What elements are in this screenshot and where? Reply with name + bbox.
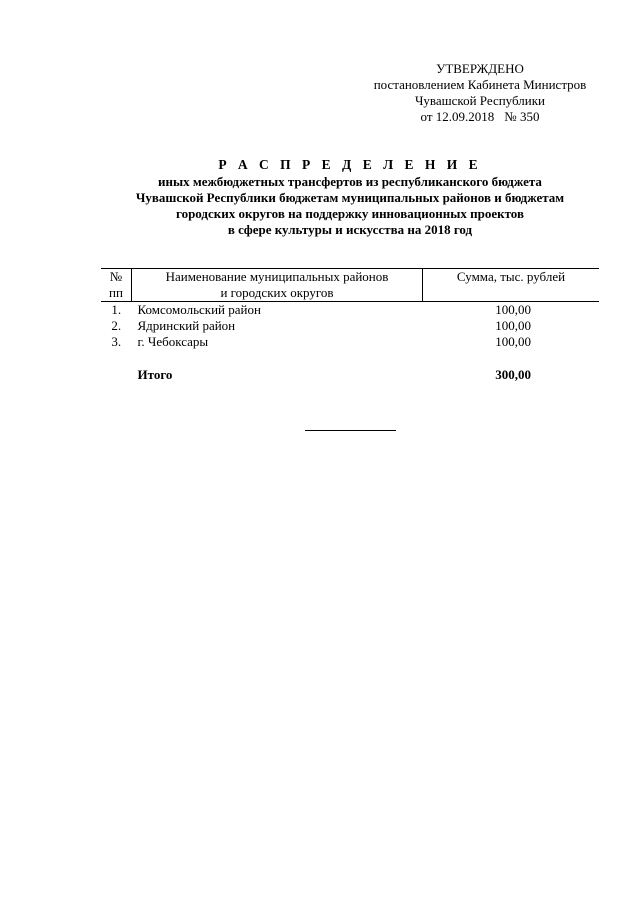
row-sum: 100,00: [495, 302, 531, 317]
title-line-3: городских округов на поддержку инновационных проектов: [176, 206, 524, 221]
header-name: [132, 269, 423, 302]
title-line-1: иных межбюджетных трансфертов из республиканского бюджета: [158, 174, 542, 189]
table-row: [101, 302, 599, 319]
table-total-row: [101, 367, 599, 383]
row-number: 1.: [111, 302, 122, 317]
table-spacer-row: [101, 350, 599, 367]
approval-number: № 350: [504, 109, 540, 124]
header-sum: Сумма, тыс. рублей: [423, 269, 600, 302]
title-line-2: Чувашской Республики бюджетам муниципальных районов и бюджетам: [135, 190, 565, 205]
table-row: [101, 334, 599, 350]
total-sum: 300,00: [495, 367, 531, 382]
total-label: Итого: [137, 367, 173, 382]
distribution-table: [101, 268, 599, 383]
row-number: 3.: [111, 334, 122, 349]
row-sum: 100,00: [495, 318, 531, 333]
row-name: Комсомольский район: [137, 302, 261, 317]
approval-resolution: постановлением Кабинета Министров: [373, 77, 587, 92]
end-divider-line: [305, 430, 396, 431]
approval-date-line: [360, 109, 600, 125]
row-name: Ядринский район: [137, 318, 236, 333]
approval-date: от 12.09.2018: [420, 109, 495, 124]
approval-stamp: [360, 61, 600, 125]
header-name-line1: Наименование муниципальных районов: [165, 269, 389, 284]
table-header-row: [101, 269, 599, 302]
header-number: [101, 269, 132, 302]
title-line-4: в сфере культуры и искусства на 2018 год: [227, 222, 473, 237]
approval-republic: Чувашской Республики: [414, 93, 546, 108]
row-sum: 100,00: [495, 334, 531, 349]
header-number-line1: №: [109, 269, 123, 284]
header-name-line2: и городских округов: [220, 285, 334, 300]
approval-title: УТВЕРЖДЕНО: [436, 61, 524, 76]
row-name: г. Чебоксары: [137, 334, 209, 349]
document-title: [90, 157, 610, 238]
table-row: [101, 318, 599, 334]
document-heading: Р А С П Р Е Д Е Л Е Н И Е: [218, 157, 482, 172]
header-number-line2: пп: [109, 285, 123, 300]
row-number: 2.: [111, 318, 122, 333]
